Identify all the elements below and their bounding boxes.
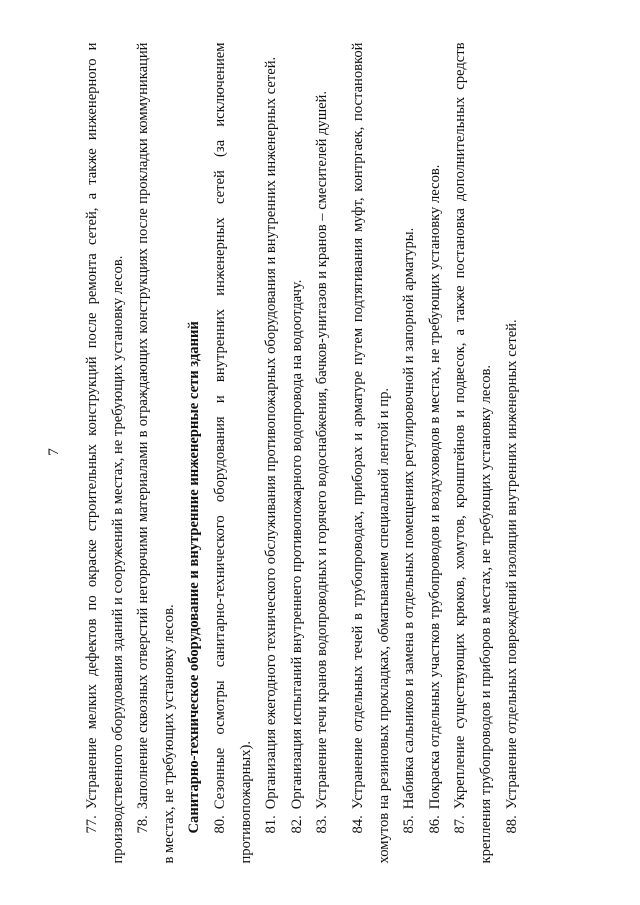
- item-number: 84.: [349, 815, 366, 834]
- list-item: [80, 43, 131, 864]
- item-text: Заполнение сквозных отверстий негорючими материалами в ограждающих конструкциях после прокладки коммуникаций в местах, не требующих установку лесов.: [135, 42, 177, 864]
- item-text: Укрепление существующих крюков, хомутов, кронштейнов и подвесок, а также постановка дополнительных средств крепления трубопроводов и приборов в местах, не требующих установку лесов.: [452, 42, 494, 864]
- list-item: [285, 43, 311, 864]
- list-item: [448, 43, 499, 864]
- list-item: [259, 43, 285, 864]
- item-text: Организация ежегодного технического обслуживания противопожарных оборудования и внутренних инженерных сетей.: [263, 56, 280, 810]
- item-number: 77.: [84, 815, 100, 834]
- item-text: Покраска отдельных участков трубопроводов и воздуховодов в местах, не требующих установку лесов.: [426, 164, 443, 810]
- item-number: 88.: [503, 815, 520, 834]
- list-item: [423, 43, 449, 864]
- rotated-document: [40, 35, 600, 870]
- item-number: 78.: [135, 815, 152, 834]
- item-number: 87.: [452, 815, 469, 834]
- document-body: [80, 43, 525, 864]
- list-item: [346, 43, 397, 864]
- item-number: 80.: [211, 815, 228, 834]
- item-text: Устранение отдельных повреждений изоляции внутренних инженерных сетей.: [503, 319, 520, 810]
- item-text: Организация испытаний внутреннего противопожарного водопровода на водоотдачу.: [288, 279, 305, 810]
- item-number: 86.: [426, 815, 443, 834]
- item-text: Устранение мелких дефектов по окраске строительных конструкций после ремонта сетей, а также инженерного и производственного оборудования зданий и сооружений в местах, не требующих установку лесов.: [84, 42, 126, 864]
- item-text: Набивка сальников и замена в отдельных помещениях регулировочной и запорной арматуры.: [401, 227, 418, 810]
- item-number: 82.: [288, 815, 305, 834]
- list-item: [397, 43, 423, 864]
- item-text: Сезонные осмотры санитарно-технического оборудования и внутренних инженерных сетей (за исключением противопожарных).: [211, 42, 254, 864]
- list-item: [310, 43, 336, 864]
- list-item: [208, 43, 259, 864]
- page-number: 7: [46, 448, 62, 456]
- list-item: [500, 43, 526, 864]
- item-number: 83.: [314, 815, 331, 834]
- item-number: 85.: [401, 815, 418, 834]
- item-text: Устранение отдельных течей в трубопроводах, приборах и арматуре путем подтягивания муфт, контргаек, постановкой хомутов на резиновых прокладках, обматыванием специальной лентой и пр.: [349, 42, 392, 864]
- list-item: [131, 43, 182, 864]
- item-number: 81.: [263, 815, 280, 834]
- section-heading: Санитарно-техническое оборудование и внутренние инженерные сети зданий: [186, 321, 203, 834]
- item-text: Устранение течи кранов водопроводных и горячего водоснабжения, бачков-унитазов и кранов – смесителей душей.: [314, 90, 331, 810]
